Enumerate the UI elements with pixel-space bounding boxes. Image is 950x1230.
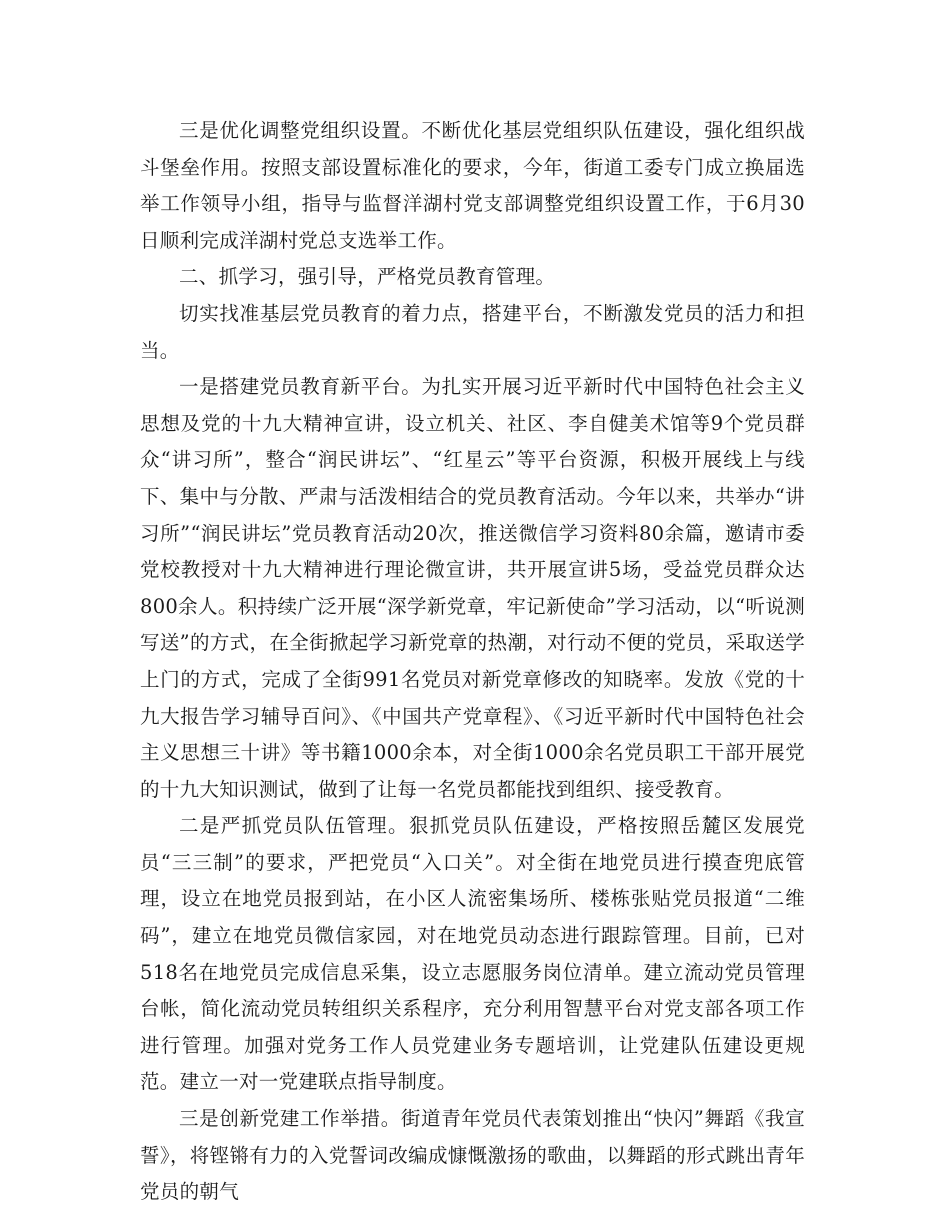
paragraph-innovation-measures: 三是创新党建工作举措。街道青年党员代表策划推出“快闪”舞蹈《我宣誓》，将铿锵有力的入党誓词改编成慷慨激扬的歌曲，以舞蹈的形式跳出青年党员的朝气	[140, 1107, 805, 1204]
section-heading-study-guidance: 二、抓学习，强引导，严格党员教育管理。	[179, 265, 556, 289]
paragraph-party-organization-setup: 三是优化调整党组织设置。不断优化基层党组织队伍建设，强化组织战斗堡垒作用。按照支部设置标准化的要求，今年，街道工委专门成立换届选举工作领导小组，指导与监督洋湖村党支部调整党组织设置工作，于6月30日顺利完成洋湖村党总支选举工作。	[140, 119, 805, 252]
paragraph-education-focus: 切实找准基层党员教育的着力点，搭建平台，不断激发党员的活力和担当。	[140, 301, 805, 362]
paragraph-education-platform: 一是搭建党员教育新平台。为扎实开展习近平新时代中国特色社会主义思想及党的十九大精神宣讲，设立机关、社区、李自健美术馆等9个党员群众“讲习所”，整合“润民讲坛”、“红星云”等平台资源，积极开展线上与线下、集中与分散、严肃与活泼相结合的党员教育活动。今年以来，共举办“讲习所”“润民讲坛”党员教育活动20次，推送微信学习资料80余篇，邀请市委党校教授对十九大精神进行理论微宣讲，共开展宣讲5场，受益党员群众达800余人。积持续广泛开展“深学新党章，牢记新使命”学习活动，以“听说测写送”的方式，在全街掀起学习新党章的热潮，对行动不便的党员，采取送学上门的方式，完成了全街991名党员对新党章修改的知晓率。发放《党的十九大报告学习辅导百问》、《中国共产党章程》、《习近平新时代中国特色社会主义思想三十讲》等书籍1000余本，对全街1000余名党员职工干部开展党的十九大知识测试，做到了让每一名党员都能找到组织、接受教育。	[140, 375, 805, 801]
paragraph-team-management: 二是严抓党员队伍管理。狠抓党员队伍建设，严格按照岳麓区发展党员“三三制”的要求，严把党员“入口关”。对全街在地党员进行摸查兜底管理，设立在地党员报到站，在小区人流密集场所、楼栋张贴党员报道“二维码”，建立在地党员微信家园，对在地党员动态进行跟踪管理。目前，已对518名在地党员完成信息采集，设立志愿服务岗位清单。建立流动党员管理台帐，简化流动党员转组织关系程序，充分利用智慧平台对党支部各项工作进行管理。加强对党务工作人员党建业务专题培训，让党建队伍建设更规范。建立一对一党建联点指导制度。	[140, 814, 805, 1094]
document-body	[140, 113, 805, 1211]
